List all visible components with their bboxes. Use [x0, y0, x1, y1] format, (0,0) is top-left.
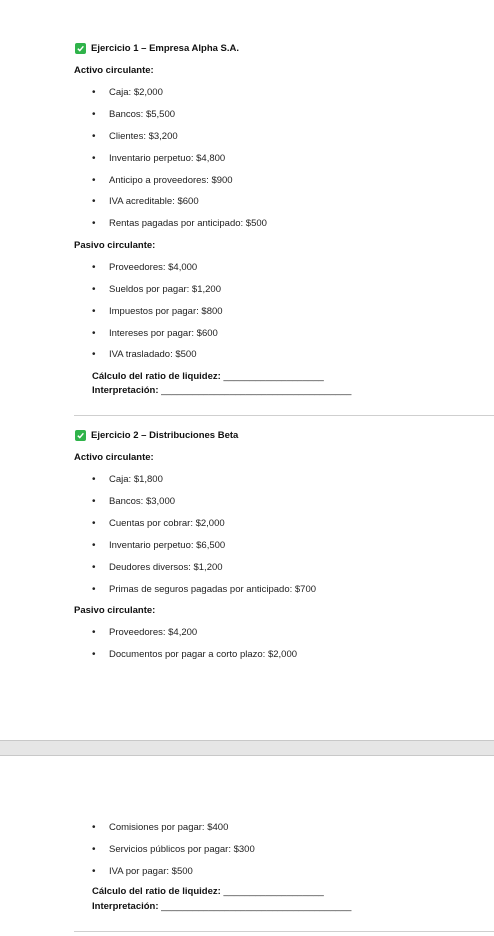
list-item: • Inventario perpetuo: $4,800 [92, 153, 226, 164]
list-item: • Clientes: $3,200 [92, 131, 178, 142]
list-item: • Sueldos por pagar: $1,200 [92, 284, 221, 295]
list-item: • Inventario perpetuo: $6,500 [92, 540, 226, 551]
list-item: • Deudores diversos: $1,200 [92, 562, 223, 573]
list-item: • Caja: $2,000 [92, 87, 163, 98]
list-item: • IVA trasladado: $500 [92, 349, 197, 360]
list-item: • Bancos: $3,000 [92, 496, 176, 507]
list-item: • IVA por pagar: $500 [92, 866, 193, 877]
list-item: • Anticipo a proveedores: $900 [92, 175, 233, 186]
check-square-icon [75, 430, 86, 441]
ex2-pasivo-heading: Pasivo circulante: [74, 605, 156, 616]
page-break [0, 740, 494, 756]
ex1-pasivo-heading: Pasivo circulante: [74, 240, 156, 251]
exercise-1-title [75, 43, 239, 54]
list-item: • Rentas pagadas por anticipado: $500 [92, 218, 267, 229]
list-item: • Caja: $1,800 [92, 474, 163, 485]
calc-blank[interactable]: ___________________ [223, 371, 324, 382]
ex2-activo-heading: Activo circulante: [74, 452, 154, 463]
list-item: • Proveedores: $4,000 [92, 262, 198, 273]
divider [74, 415, 494, 416]
list-item: • Documentos por pagar a corto plazo: $2,000 [92, 649, 298, 660]
interp-blank[interactable]: ____________________________________ [161, 385, 352, 396]
ex1-activo-heading: Activo circulante: [74, 65, 154, 76]
calc-label: Cálculo del ratio de liquidez: [92, 371, 221, 382]
list-item: • IVA acreditable: $600 [92, 196, 199, 207]
exercise-1-title-text: Ejercicio 1 – Empresa Alpha S.A. [91, 43, 240, 54]
list-item: • Proveedores: $4,200 [92, 627, 198, 638]
ex1-interp-line [92, 385, 351, 396]
interp-label: Interpretación: [92, 385, 159, 396]
calc-label: Cálculo del ratio de liquidez: [92, 886, 221, 897]
divider [74, 931, 494, 932]
list-item: • Bancos: $5,500 [92, 109, 176, 120]
list-item: • Primas de seguros pagadas por anticipado: $700 [92, 584, 317, 595]
exercise-2-title-text: Ejercicio 2 – Distribuciones Beta [91, 430, 239, 441]
calc-blank[interactable]: ___________________ [223, 886, 324, 897]
ex2-calc-line [92, 886, 324, 897]
exercise-2-title [75, 430, 238, 441]
ex1-calc-line [92, 371, 324, 382]
list-item: • Comisiones por pagar: $400 [92, 822, 229, 833]
list-item: • Impuestos por pagar: $800 [92, 306, 223, 317]
interp-label: Interpretación: [92, 901, 159, 912]
list-item: • Servicios públicos por pagar: $300 [92, 844, 255, 855]
check-square-icon [75, 43, 86, 54]
list-item: • Intereses por pagar: $600 [92, 328, 218, 339]
list-item: • Cuentas por cobrar: $2,000 [92, 518, 225, 529]
interp-blank[interactable]: ____________________________________ [161, 901, 352, 912]
ex2-interp-line [92, 901, 351, 912]
